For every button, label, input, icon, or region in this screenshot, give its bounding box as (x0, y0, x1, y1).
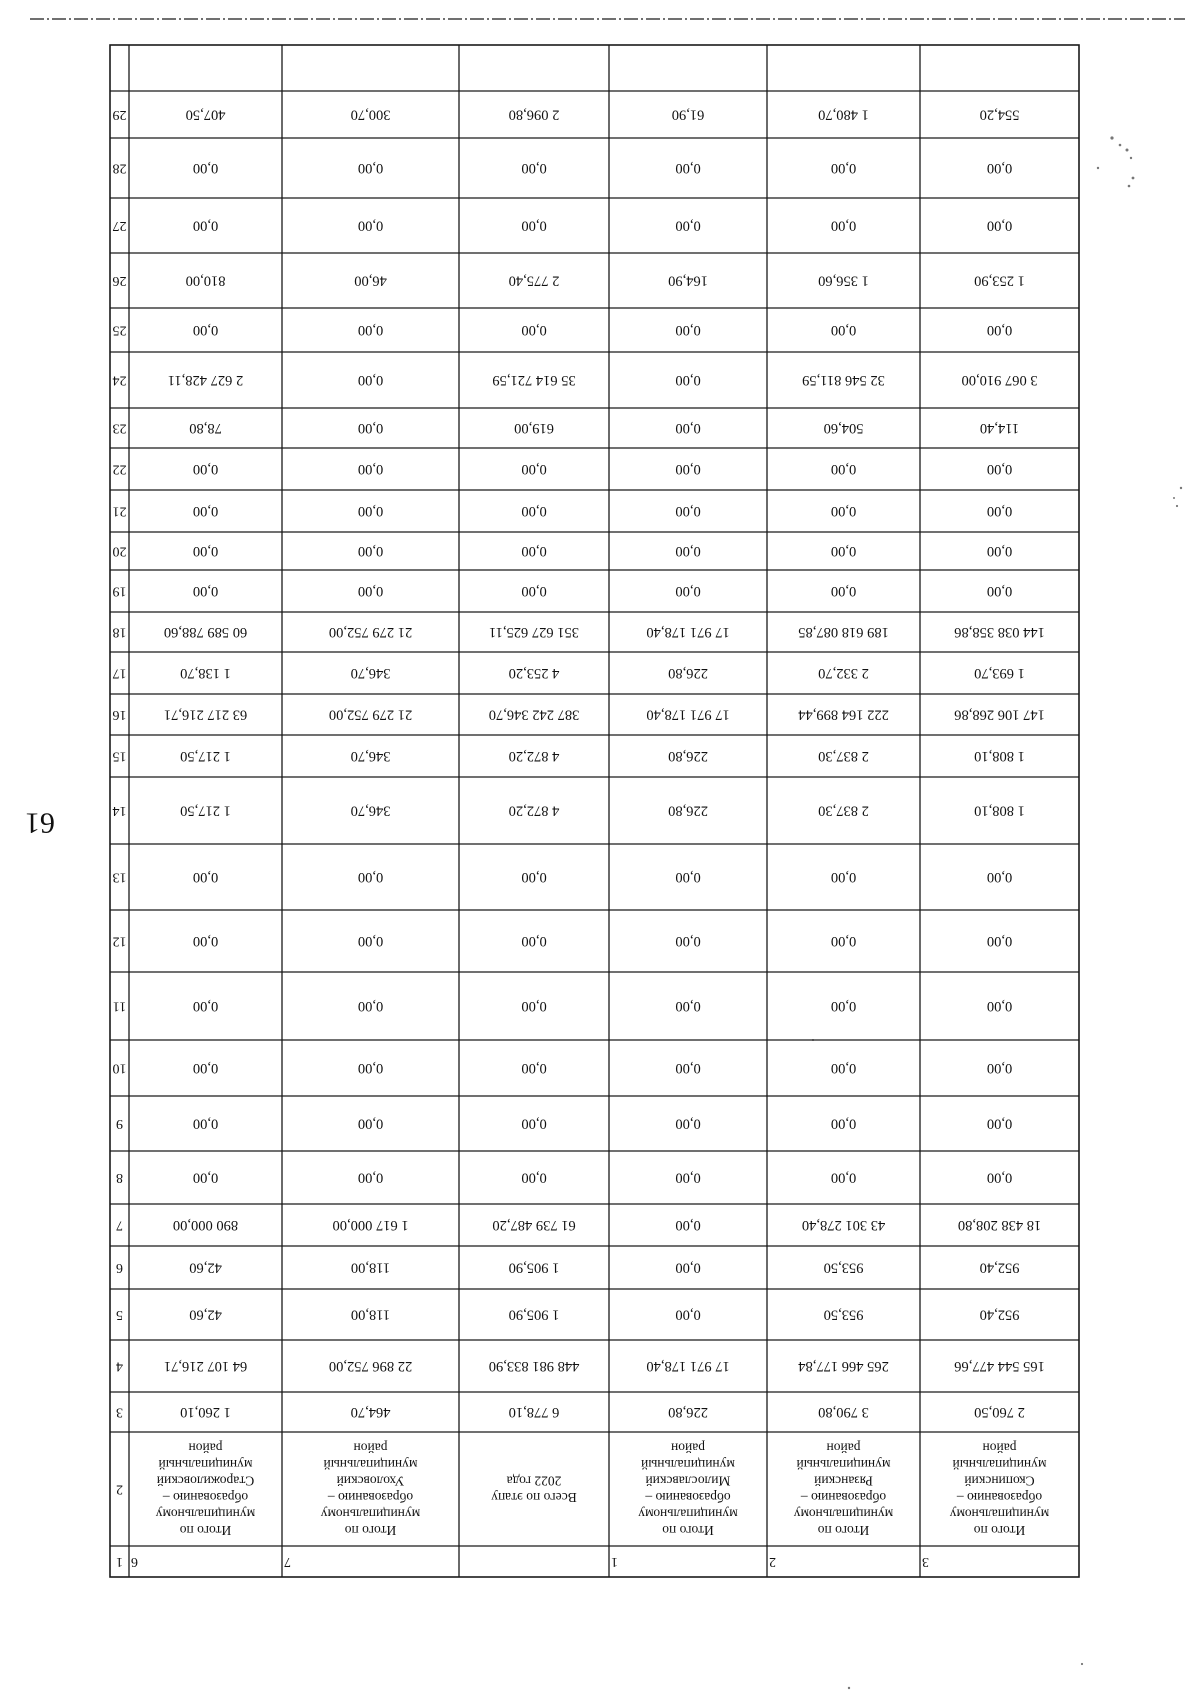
column-number-21: 21 (112, 503, 127, 519)
row-name-line: муниципальному (320, 1506, 421, 1522)
row-name-line: образованию – (327, 1489, 414, 1505)
value-cell: 0,00 (986, 503, 1013, 519)
value-cell: 265 466 177,84 (798, 1358, 889, 1374)
value-cell: 1 905,90 (508, 1259, 560, 1276)
value-cell: 0,00 (675, 461, 701, 477)
row-number: 2 (769, 1554, 776, 1569)
value-cell: 0,00 (357, 420, 384, 436)
value-cell: 0,00 (521, 1115, 547, 1132)
value-cell: 0,00 (192, 461, 219, 477)
column-number-25: 25 (112, 322, 127, 338)
value-cell: 1 217,50 (180, 748, 231, 764)
value-cell: 0,00 (675, 1115, 701, 1132)
value-cell: 0,00 (357, 160, 384, 176)
table-row (489, 107, 580, 1505)
value-cell: 22 896 752,00 (328, 1358, 413, 1374)
value-cell: 0,00 (192, 1115, 219, 1132)
value-cell: 60 589 788,60 (163, 624, 248, 640)
value-cell: 0,00 (830, 933, 857, 949)
value-cell: 0,00 (192, 933, 219, 949)
value-cell: 0,00 (830, 217, 857, 234)
value-cell: 0,00 (830, 1115, 857, 1132)
table-row (611, 107, 738, 1570)
value-cell: 0,00 (357, 1115, 384, 1132)
value-cell: 0,00 (986, 543, 1013, 559)
column-number-headers (113, 107, 127, 1569)
value-cell: 18 438 208,80 (957, 1217, 1042, 1233)
row-name-line: муниципальный (641, 1456, 735, 1472)
column-number-8: 8 (116, 1170, 123, 1185)
value-cell: 2 775,40 (508, 272, 560, 289)
row-name-line: муниципальный (952, 1456, 1047, 1472)
value-cell: 43 301 278,40 (801, 1217, 886, 1233)
value-cell: 118,00 (350, 1259, 391, 1276)
value-cell: 0,00 (192, 217, 219, 234)
column-number-16: 16 (112, 707, 127, 722)
value-cell: 189 618 087,85 (798, 624, 889, 640)
column-number-13: 13 (112, 869, 127, 885)
row-name-line: Итого по (344, 1522, 397, 1538)
row-number: 6 (131, 1554, 138, 1569)
row-name-line: муниципальному (155, 1506, 256, 1522)
value-cell: 222 164 899,44 (798, 706, 889, 723)
value-cell: 619,00 (514, 420, 554, 436)
table-border (110, 45, 1079, 1577)
value-cell: 6 778,10 (508, 1404, 560, 1420)
value-cell: 35 614 721,59 (492, 372, 576, 388)
value-cell: 351 627 625,11 (488, 624, 580, 640)
value-cell: 0,00 (830, 998, 857, 1014)
value-cell: 1 617 000,00 (332, 1217, 409, 1233)
column-number-15: 15 (112, 748, 127, 764)
value-cell: 0,00 (830, 1169, 857, 1186)
value-cell: 0,00 (830, 869, 857, 885)
row-name-line: образованию – (645, 1489, 731, 1505)
value-cell: 0,00 (521, 322, 547, 338)
value-cell: 387 242 346,70 (488, 706, 580, 723)
value-cell: 953,50 (823, 1306, 864, 1323)
row-name-line: образованию – (162, 1489, 249, 1505)
value-cell: 63 217 216,71 (163, 706, 248, 723)
value-cell: 346,70 (350, 665, 391, 681)
value-cell: 0,00 (357, 322, 384, 338)
column-number-20: 20 (112, 543, 127, 559)
column-number-5: 5 (116, 1307, 123, 1322)
value-cell: 0,00 (192, 503, 219, 519)
row-name-line: район (826, 1440, 861, 1456)
value-cell: 0,00 (675, 869, 701, 885)
column-number-17: 17 (112, 665, 127, 681)
value-cell: 0,00 (675, 503, 701, 519)
value-cell: 504,60 (823, 420, 864, 436)
column-number-22: 22 (112, 461, 127, 477)
column-number-7: 7 (116, 1217, 123, 1233)
table-rows (131, 107, 1049, 1570)
row-name-line: муниципальный (323, 1456, 418, 1472)
column-number-3: 3 (116, 1404, 123, 1420)
value-cell: 0,00 (521, 998, 547, 1014)
page-number: 61 (25, 806, 55, 840)
value-cell: 0,00 (986, 1169, 1013, 1186)
value-cell: 0,00 (357, 503, 384, 519)
column-number-4: 4 (116, 1358, 123, 1374)
value-cell: 4 872,20 (508, 748, 560, 764)
value-cell: 0,00 (357, 1060, 384, 1076)
column-number-10: 10 (112, 1060, 127, 1076)
value-cell: 0,00 (357, 461, 384, 477)
value-cell: 0,00 (675, 322, 701, 338)
value-cell: 0,00 (986, 461, 1013, 477)
row-name-line: район (353, 1440, 388, 1456)
value-cell: 0,00 (986, 217, 1013, 234)
value-cell: 1 808,10 (974, 802, 1025, 819)
value-cell: 0,00 (521, 869, 547, 885)
row-number: 1 (611, 1554, 618, 1569)
value-cell: 61 739 487,20 (492, 1217, 576, 1233)
row-name-line: Старожиловский (156, 1473, 255, 1489)
value-cell: 0,00 (521, 217, 547, 234)
value-cell: 0,00 (675, 420, 701, 436)
value-cell: 554,20 (979, 106, 1020, 123)
value-cell: 0,00 (830, 503, 857, 519)
value-cell: 0,00 (675, 543, 701, 559)
row-name-line: муниципальному (638, 1506, 738, 1522)
table-grid (110, 45, 1079, 1577)
value-cell: 4 253,20 (508, 665, 560, 681)
row-number: 3 (922, 1554, 929, 1569)
value-cell: 0,00 (675, 1306, 701, 1323)
value-cell: 1 217,50 (180, 802, 231, 819)
value-cell: 4 872,20 (508, 802, 560, 819)
value-cell: 226,80 (668, 665, 708, 681)
value-cell: 1 808,10 (974, 748, 1025, 764)
column-number-9: 9 (116, 1116, 123, 1131)
value-cell: 226,80 (668, 802, 708, 819)
value-cell: 78,80 (189, 420, 222, 436)
value-cell: 17 971 178,40 (646, 1358, 730, 1374)
value-cell: 0,00 (986, 160, 1013, 176)
row-name-line: район (188, 1440, 223, 1456)
value-cell: 2 837,30 (818, 748, 869, 764)
value-cell: 464,70 (350, 1404, 391, 1420)
value-cell: 0,00 (192, 1169, 219, 1186)
value-cell: 0,00 (357, 1169, 384, 1186)
value-cell: 0,00 (986, 583, 1013, 599)
value-cell: 0,00 (521, 503, 547, 519)
value-cell: 1 905,90 (508, 1306, 560, 1323)
value-cell: 118,00 (350, 1306, 391, 1323)
value-cell: 952,40 (979, 1306, 1020, 1323)
value-cell: 0,00 (521, 583, 547, 599)
value-cell: 61,90 (671, 106, 705, 123)
table-row (769, 107, 893, 1570)
row-name-line: Скопинский (964, 1473, 1035, 1489)
table-row (922, 107, 1049, 1570)
value-cell: 0,00 (192, 1060, 219, 1076)
value-cell: 0,00 (830, 322, 857, 338)
value-cell: 0,00 (830, 583, 857, 599)
value-cell: 1 260,10 (180, 1404, 231, 1420)
value-cell: 346,70 (350, 802, 391, 819)
value-cell: 226,80 (668, 748, 708, 764)
value-cell: 0,00 (675, 372, 701, 388)
value-cell: 0,00 (192, 160, 219, 176)
column-number-6: 6 (116, 1260, 123, 1275)
value-cell: 0,00 (830, 461, 857, 477)
value-cell: 0,00 (675, 160, 701, 176)
value-cell: 0,00 (357, 933, 384, 949)
value-cell: 64 107 216,71 (163, 1358, 248, 1374)
value-cell: 0,00 (986, 933, 1013, 949)
row-name-line: муниципальный (796, 1456, 891, 1472)
row-name-line: Рязанский (814, 1473, 873, 1489)
column-number-23: 23 (112, 420, 127, 436)
column-number-11: 11 (112, 998, 127, 1014)
value-cell: 0,00 (986, 998, 1013, 1014)
row-name-line: Милославский (645, 1473, 731, 1489)
value-cell: 0,00 (521, 1060, 547, 1076)
value-cell: 346,70 (350, 748, 391, 764)
table-row (131, 107, 255, 1570)
row-name-line: Итого по (179, 1522, 232, 1538)
row-number: 7 (284, 1554, 291, 1569)
value-cell: 953,50 (823, 1259, 864, 1276)
value-cell: 2 332,70 (818, 665, 869, 681)
value-cell: 407,50 (185, 106, 226, 123)
value-cell: 164,90 (668, 272, 708, 289)
value-cell: 21 279 752,00 (328, 624, 413, 640)
value-cell: 2 760,50 (974, 1404, 1025, 1420)
value-cell: 0,00 (357, 869, 384, 885)
value-cell: 0,00 (675, 1217, 701, 1233)
value-cell: 1 480,70 (818, 106, 869, 123)
value-cell: 1 253,90 (974, 272, 1025, 289)
value-cell: 300,70 (350, 106, 391, 123)
value-cell: 0,00 (521, 543, 547, 559)
value-cell: 1 356,60 (818, 272, 869, 289)
column-number-27: 27 (112, 218, 127, 233)
row-name-line: 2022 года (506, 1473, 562, 1489)
column-number-24: 24 (112, 372, 127, 388)
value-cell: 952,40 (979, 1259, 1020, 1276)
value-cell: 2 627 428,11 (167, 372, 244, 388)
value-cell: 42,60 (189, 1259, 222, 1276)
value-cell: 0,00 (521, 461, 547, 477)
value-cell: 21 279 752,00 (328, 706, 413, 723)
column-number-14: 14 (112, 803, 127, 818)
value-cell: 0,00 (675, 933, 701, 949)
value-cell: 226,80 (668, 1404, 708, 1420)
value-cell: 42,60 (189, 1306, 222, 1323)
row-name-line: Ухоловский (336, 1473, 405, 1489)
value-cell: 2 096,80 (508, 106, 560, 123)
row-name-line: район (982, 1440, 1017, 1456)
value-cell: 1 138,70 (180, 665, 231, 681)
value-cell: 0,00 (357, 583, 384, 599)
column-number-18: 18 (112, 624, 127, 640)
value-cell: 0,00 (192, 322, 219, 338)
value-cell: 0,00 (986, 322, 1013, 338)
upside-down-data-table (110, 45, 1079, 1577)
value-cell: 0,00 (675, 217, 701, 234)
column-number-2: 2 (116, 1481, 123, 1497)
value-cell: 0,00 (986, 1060, 1013, 1076)
value-cell: 448 981 833,90 (488, 1358, 580, 1374)
column-number-26: 26 (112, 273, 127, 288)
value-cell: 0,00 (192, 869, 219, 885)
value-cell: 0,00 (357, 372, 384, 388)
value-cell: 0,00 (675, 1169, 701, 1186)
value-cell: 0,00 (675, 1060, 701, 1076)
value-cell: 3 067 910,00 (961, 372, 1038, 388)
value-cell: 17 971 178,40 (646, 624, 730, 640)
row-name-line: образованию – (800, 1489, 887, 1505)
value-cell: 0,00 (830, 543, 857, 559)
table-row (284, 107, 420, 1570)
row-name-line: муниципальный (158, 1456, 253, 1472)
value-cell: 890 000,00 (172, 1217, 239, 1233)
row-name-line: Итого по (662, 1522, 714, 1538)
row-name-line: Итого по (973, 1522, 1026, 1538)
value-cell: 0,00 (192, 543, 219, 559)
row-name-line: Всего по этапу (491, 1489, 577, 1505)
value-cell: 144 038 358,86 (954, 624, 1045, 640)
column-number-12: 12 (112, 933, 127, 949)
value-cell: 0,00 (675, 998, 701, 1014)
value-cell: 32 546 811,59 (802, 372, 885, 388)
value-cell: 0,00 (521, 160, 547, 176)
value-cell: 0,00 (192, 998, 219, 1014)
value-cell: 46,00 (354, 272, 387, 289)
value-cell: 0,00 (357, 543, 384, 559)
value-cell: 0,00 (521, 1169, 547, 1186)
value-cell: 3 790,80 (818, 1404, 869, 1420)
value-cell: 2 837,30 (818, 802, 869, 819)
value-cell: 0,00 (830, 1060, 857, 1076)
value-cell: 0,00 (192, 583, 219, 599)
value-cell: 1 693,70 (974, 665, 1025, 681)
row-name-line: Итого по (817, 1522, 870, 1538)
value-cell: 17 971 178,40 (646, 706, 730, 723)
row-name-line: район (671, 1440, 705, 1456)
column-number-29: 29 (112, 107, 127, 122)
value-cell: 0,00 (675, 583, 701, 599)
row-name-line: образованию – (956, 1489, 1043, 1505)
value-cell: 0,00 (986, 1115, 1013, 1132)
row-name-line: муниципальному (793, 1506, 894, 1522)
column-number-28: 28 (112, 160, 127, 176)
value-cell: 165 544 477,66 (954, 1358, 1045, 1374)
value-cell: 0,00 (357, 217, 384, 234)
value-cell: 0,00 (830, 160, 857, 176)
value-cell: 0,00 (521, 933, 547, 949)
value-cell: 147 106 268,86 (954, 706, 1045, 723)
column-number-1: 1 (116, 1554, 123, 1569)
row-name-line: муниципальному (949, 1506, 1050, 1522)
column-number-19: 19 (112, 583, 127, 599)
value-cell: 0,00 (357, 998, 384, 1014)
value-cell: 0,00 (986, 869, 1013, 885)
value-cell: 0,00 (675, 1259, 701, 1276)
scan-specks (812, 136, 1182, 1689)
value-cell: 810,00 (185, 272, 226, 289)
value-cell: 114,40 (979, 420, 1020, 436)
